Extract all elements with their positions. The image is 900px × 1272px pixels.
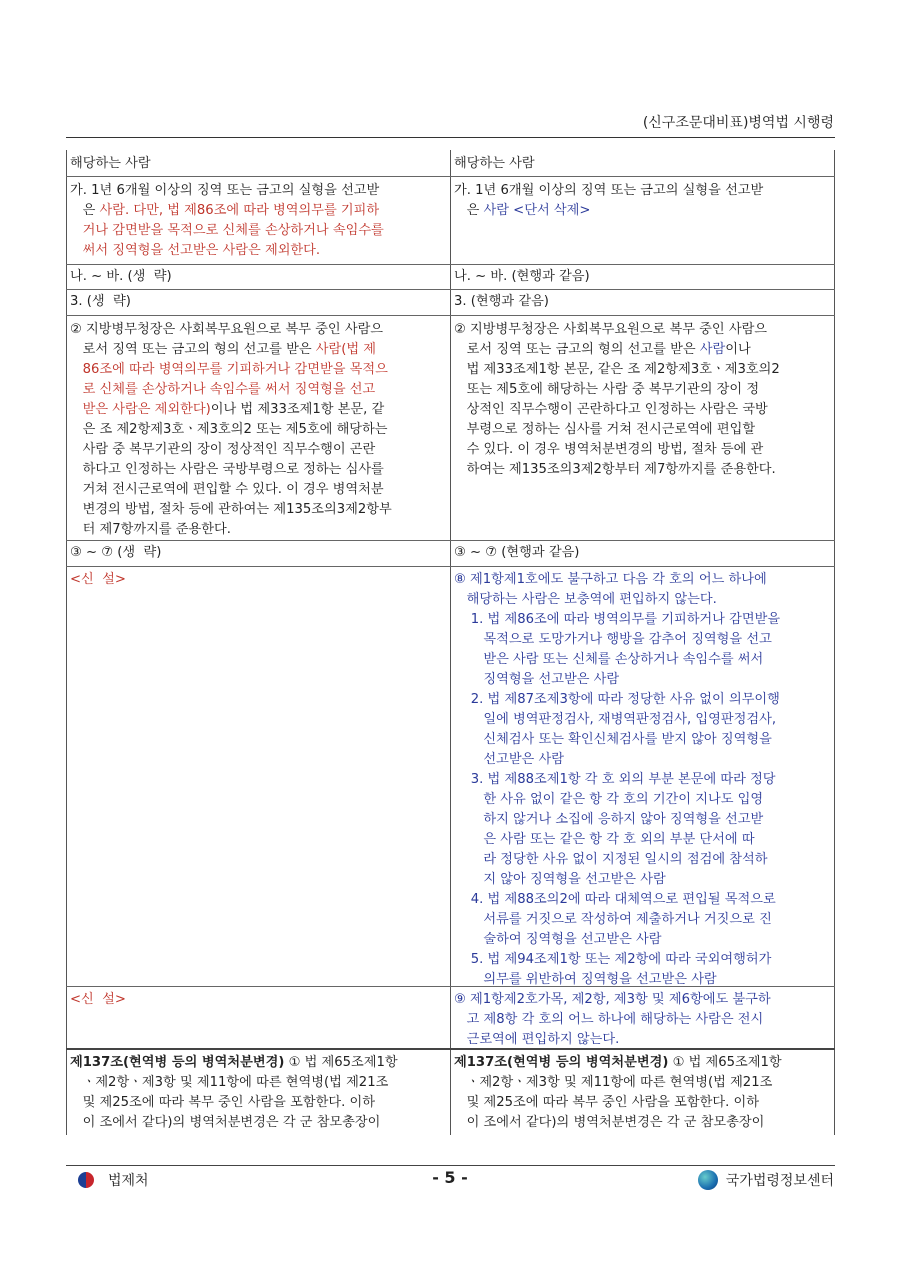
text-segment: 가. 1년 6개월 이상의 징역 또는 금고의 실형을 선고받 bbox=[454, 183, 764, 198]
text-line bbox=[454, 181, 832, 201]
text-segment: 및 제25조에 따라 복무 중인 사람을 포함한다. 이하 bbox=[70, 1095, 375, 1110]
text-segment: 및 제25조에 따라 복무 중인 사람을 포함한다. 이하 bbox=[454, 1095, 759, 1110]
old-text-new-provision-8 bbox=[70, 570, 448, 590]
text-line bbox=[454, 630, 832, 650]
text-line bbox=[70, 320, 448, 340]
text-line bbox=[454, 810, 832, 830]
text-line bbox=[70, 340, 448, 360]
text-segment: 은 bbox=[70, 203, 100, 218]
text-segment: 받은 사람 또는 신체를 손상하거나 속임수를 써서 bbox=[454, 652, 764, 667]
text-segment: 지 않아 징역형을 선고받은 사람 bbox=[454, 872, 666, 887]
text-line bbox=[70, 500, 448, 520]
text-segment: 터 제7항까지를 준용한다. bbox=[70, 522, 231, 537]
text-segment: 일에 병역판정검사, 재병역판정검사, 입영판정검사, bbox=[454, 712, 777, 727]
text-line bbox=[454, 360, 832, 380]
new-text-paragraphs-3-7 bbox=[454, 543, 832, 563]
text-segment: <신 설> bbox=[70, 572, 126, 587]
text-line bbox=[454, 420, 832, 440]
text-line: ③ ~ ⑦ (현행과 같음) bbox=[454, 545, 580, 560]
new-text-item-3 bbox=[454, 292, 832, 312]
text-segment: ㆍ제2항ㆍ제3항 및 제11항에 따른 현역병(법 제21조 bbox=[454, 1075, 773, 1090]
new-text-paragraph-9 bbox=[454, 990, 832, 1050]
text-segment: 사람(법 제 bbox=[315, 342, 377, 357]
text-segment: 이 조에서 같다)의 병역처분변경은 각 군 참모총장이 bbox=[454, 1115, 765, 1130]
new-text-paragraph-8 bbox=[454, 570, 832, 990]
text-line bbox=[70, 1053, 448, 1073]
text-line bbox=[454, 400, 832, 420]
text-line: 해당하는 사람 bbox=[70, 156, 151, 171]
old-text-item-ga bbox=[70, 181, 448, 261]
text-line bbox=[454, 790, 832, 810]
text-line bbox=[454, 930, 832, 950]
text-segment: 로서 징역 또는 금고의 형의 선고를 받은 bbox=[454, 342, 700, 357]
text-segment: 이 조에서 같다)의 병역처분변경은 각 군 참모총장이 bbox=[70, 1115, 381, 1130]
text-line bbox=[70, 420, 448, 440]
text-line bbox=[70, 380, 448, 400]
text-line: 나. ~ 바. (생 략) bbox=[70, 269, 172, 284]
text-segment: ㆍ제2항ㆍ제3항 및 제11항에 따른 현역병(법 제21조 bbox=[70, 1075, 389, 1090]
table-column-divider bbox=[450, 150, 451, 1135]
text-line bbox=[70, 1113, 448, 1133]
text-segment: 사람 <단서 삭제> bbox=[483, 203, 591, 218]
text-line: 나. ~ 바. (현행과 같음) bbox=[454, 269, 590, 284]
text-line bbox=[454, 340, 832, 360]
text-line bbox=[454, 950, 832, 970]
text-line bbox=[454, 320, 832, 340]
text-segment: 해당하는 사람은 보충역에 편입하지 않는다. bbox=[454, 592, 717, 607]
text-line bbox=[454, 830, 832, 850]
text-segment: 변경의 방법, 절차 등에 관하여는 제135조의3제2항부 bbox=[70, 502, 392, 517]
text-segment: 선고받은 사람 bbox=[454, 752, 564, 767]
old-text-item-3 bbox=[70, 292, 448, 312]
text-segment: 한 사유 없이 같은 항 각 호의 기간이 지나도 입영 bbox=[454, 792, 764, 807]
text-segment: 86조에 따라 병역의무를 기피하거나 감면받을 목적으 bbox=[70, 362, 388, 377]
text-segment: 부령으로 정하는 심사를 거쳐 전시근로역에 편입할 bbox=[454, 422, 756, 437]
text-line bbox=[454, 650, 832, 670]
text-segment: 이나 bbox=[725, 342, 751, 357]
old-text-paragraphs-3-7 bbox=[70, 543, 448, 563]
text-line bbox=[70, 400, 448, 420]
text-line bbox=[454, 1010, 832, 1030]
text-segment: 사람 bbox=[699, 342, 726, 357]
text-segment: 거나 감면받을 목적으로 신체를 손상하거나 속임수를 bbox=[70, 223, 384, 238]
text-segment: 은 사람 또는 같은 항 각 호 외의 부분 단서에 따 bbox=[454, 832, 755, 847]
text-line bbox=[454, 1053, 832, 1073]
row-separator bbox=[66, 566, 835, 567]
text-segment: ⑨ 제1항제2호가목, 제2항, 제3항 및 제6항에도 불구하 bbox=[454, 992, 771, 1007]
page-number: - 5 - bbox=[432, 1168, 468, 1187]
text-segment: 은 bbox=[454, 203, 484, 218]
text-segment: 로서 징역 또는 금고의 형의 선고를 받은 bbox=[70, 342, 316, 357]
text-line: 3. (현행과 같음) bbox=[454, 294, 549, 309]
text-segment: 써서 징역형을 선고받은 사람은 제외한다. bbox=[70, 243, 321, 258]
text-segment: 5. 법 제94조제1항 또는 제2항에 따라 국외여행허가 bbox=[454, 952, 772, 967]
footer-divider bbox=[66, 1165, 835, 1166]
text-segment: 징역형을 선고받은 사람 bbox=[454, 672, 620, 687]
text-line bbox=[70, 1093, 448, 1113]
text-line bbox=[454, 670, 832, 690]
text-line bbox=[70, 1073, 448, 1093]
old-text-items-na-ba bbox=[70, 267, 448, 287]
text-segment: 상적인 직무수행이 곤란하다고 인정하는 사람은 국방 bbox=[454, 402, 768, 417]
text-line bbox=[454, 770, 832, 790]
text-segment: 제137조(현역병 등의 병역처분변경) bbox=[70, 1055, 285, 1070]
text-line bbox=[70, 520, 448, 540]
text-segment: 1. 법 제86조에 따라 병역의무를 기피하거나 감면받을 bbox=[454, 612, 781, 627]
text-segment: 하여는 제135조의3제2항부터 제7항까지를 준용한다. bbox=[454, 462, 776, 477]
new-text-item-ga bbox=[454, 181, 832, 221]
text-segment: 근로역에 편입하지 않는다. bbox=[454, 1032, 620, 1047]
comparison-table bbox=[66, 150, 835, 1135]
row-separator bbox=[66, 176, 835, 177]
text-segment: 서류를 거짓으로 작성하여 제출하거나 거짓으로 진 bbox=[454, 912, 772, 927]
new-text-items-na-ba bbox=[454, 267, 832, 287]
text-line bbox=[454, 380, 832, 400]
text-line bbox=[454, 1030, 832, 1050]
text-segment: 하지 않거나 소집에 응하지 않아 징역형을 선고받 bbox=[454, 812, 764, 827]
footer-center-label: 국가법령정보센터 bbox=[725, 1173, 834, 1189]
text-line bbox=[454, 910, 832, 930]
text-line bbox=[454, 440, 832, 460]
old-text-article-137 bbox=[70, 1053, 448, 1133]
text-segment: 하다고 인정하는 사람은 국방부령으로 정하는 심사를 bbox=[70, 462, 384, 477]
text-line bbox=[454, 850, 832, 870]
row-separator bbox=[66, 264, 835, 265]
footer-org-label: 법제처 bbox=[108, 1173, 149, 1189]
text-line bbox=[454, 710, 832, 730]
text-line bbox=[454, 1113, 832, 1133]
footer-right bbox=[698, 1170, 834, 1190]
table-border-left bbox=[66, 150, 67, 1135]
text-line bbox=[70, 181, 448, 201]
text-segment: 가. 1년 6개월 이상의 징역 또는 금고의 실형을 선고받 bbox=[70, 183, 380, 198]
old-text-paragraph-2 bbox=[70, 320, 448, 540]
text-line bbox=[454, 970, 832, 990]
row-separator bbox=[66, 540, 835, 541]
text-line bbox=[70, 460, 448, 480]
text-line bbox=[70, 360, 448, 380]
text-line: 해당하는 사람 bbox=[454, 156, 535, 171]
text-segment: 사람. 다만, 법 제86조에 따라 병역의무를 기피하 bbox=[99, 203, 380, 218]
text-line bbox=[70, 990, 448, 1010]
text-line bbox=[454, 201, 832, 221]
text-line bbox=[454, 750, 832, 770]
text-line: ③ ~ ⑦ (생 략) bbox=[70, 545, 162, 560]
text-line bbox=[454, 570, 832, 590]
text-segment: 고 제8항 각 호의 어느 하나에 해당하는 사람은 전시 bbox=[454, 1012, 764, 1027]
page-header-title: (신구조문대비표)병역법 시행령 bbox=[642, 115, 834, 131]
text-line: 3. (생 략) bbox=[70, 294, 131, 309]
row-separator bbox=[66, 289, 835, 290]
text-segment: 3. 법 제88조제1항 각 호 외의 부분 본문에 따라 정당 bbox=[454, 772, 776, 787]
text-line bbox=[454, 590, 832, 610]
text-segment: ① 법 제65조제1항 bbox=[284, 1055, 398, 1070]
text-segment: 이나 법 제33조제1항 본문, 같 bbox=[210, 402, 385, 417]
text-line bbox=[454, 870, 832, 890]
text-line bbox=[454, 690, 832, 710]
text-segment: 2. 법 제87조제3항에 따라 정당한 사유 없이 의무이행 bbox=[454, 692, 780, 707]
old-text-new-provision-9 bbox=[70, 990, 448, 1010]
old-text-row-1 bbox=[70, 154, 448, 174]
new-text-paragraph-2 bbox=[454, 320, 832, 480]
text-line bbox=[454, 1093, 832, 1113]
text-segment: 받은 사람은 제외한다) bbox=[70, 402, 211, 417]
text-line bbox=[454, 730, 832, 750]
new-text-article-137 bbox=[454, 1053, 832, 1133]
text-segment: 신체검사 또는 확인신체검사를 받지 않아 징역형을 bbox=[454, 732, 772, 747]
text-segment: 법 제33조제1항 본문, 같은 조 제2항제3호ㆍ제3호의2 bbox=[454, 362, 780, 377]
text-segment: 거쳐 전시근로역에 편입할 수 있다. 이 경우 병역처분 bbox=[70, 482, 384, 497]
text-line bbox=[70, 440, 448, 460]
text-segment: 의무를 위반하여 징역형을 선고받은 사람 bbox=[454, 972, 717, 987]
text-segment: 또는 제5호에 해당하는 사람 중 복무기관의 장이 정 bbox=[454, 382, 760, 397]
table-border-right bbox=[834, 150, 835, 1135]
text-segment: 은 조 제2항제3호ㆍ제3호의2 또는 제5호에 해당하는 bbox=[70, 422, 388, 437]
text-line bbox=[70, 201, 448, 221]
text-segment: 사람 중 복무기관의 장이 정상적인 직무수행이 곤란 bbox=[70, 442, 376, 457]
text-line bbox=[70, 480, 448, 500]
text-segment: 라 정당한 사유 없이 지정된 일시의 점검에 참석하 bbox=[454, 852, 768, 867]
header-divider bbox=[66, 137, 835, 138]
text-segment: 4. 법 제88조의2에 따라 대체역으로 편입될 목적으로 bbox=[454, 892, 776, 907]
text-line bbox=[70, 241, 448, 261]
text-segment: ⑧ 제1항제1호에도 불구하고 다음 각 호의 어느 하나에 bbox=[454, 572, 767, 587]
text-segment: 수 있다. 이 경우 병역처분변경의 방법, 절차 등에 관 bbox=[454, 442, 764, 457]
text-segment: 로 신체를 손상하거나 속임수를 써서 징역형을 선고 bbox=[70, 382, 376, 397]
text-segment: ② 지방병무청장은 사회복무요원으로 복무 중인 사람으 bbox=[70, 322, 384, 337]
new-text-row-1 bbox=[454, 154, 832, 174]
globe-logo-icon bbox=[698, 1170, 718, 1190]
text-line bbox=[454, 1073, 832, 1093]
text-line bbox=[454, 890, 832, 910]
text-segment: ① 법 제65조제1항 bbox=[668, 1055, 782, 1070]
text-line bbox=[454, 990, 832, 1010]
text-line bbox=[70, 570, 448, 590]
row-separator bbox=[66, 315, 835, 316]
text-segment: ② 지방병무청장은 사회복무요원으로 복무 중인 사람으 bbox=[454, 322, 768, 337]
text-line bbox=[454, 460, 832, 480]
text-segment: 술하여 징역형을 선고받은 사람 bbox=[454, 932, 662, 947]
text-line bbox=[454, 610, 832, 630]
text-line bbox=[70, 221, 448, 241]
text-segment: 제137조(현역병 등의 병역처분변경) bbox=[454, 1055, 669, 1070]
text-segment: 목적으로 도망가거나 행방을 감추어 징역형을 선고 bbox=[454, 632, 772, 647]
text-segment: <신 설> bbox=[70, 992, 126, 1007]
